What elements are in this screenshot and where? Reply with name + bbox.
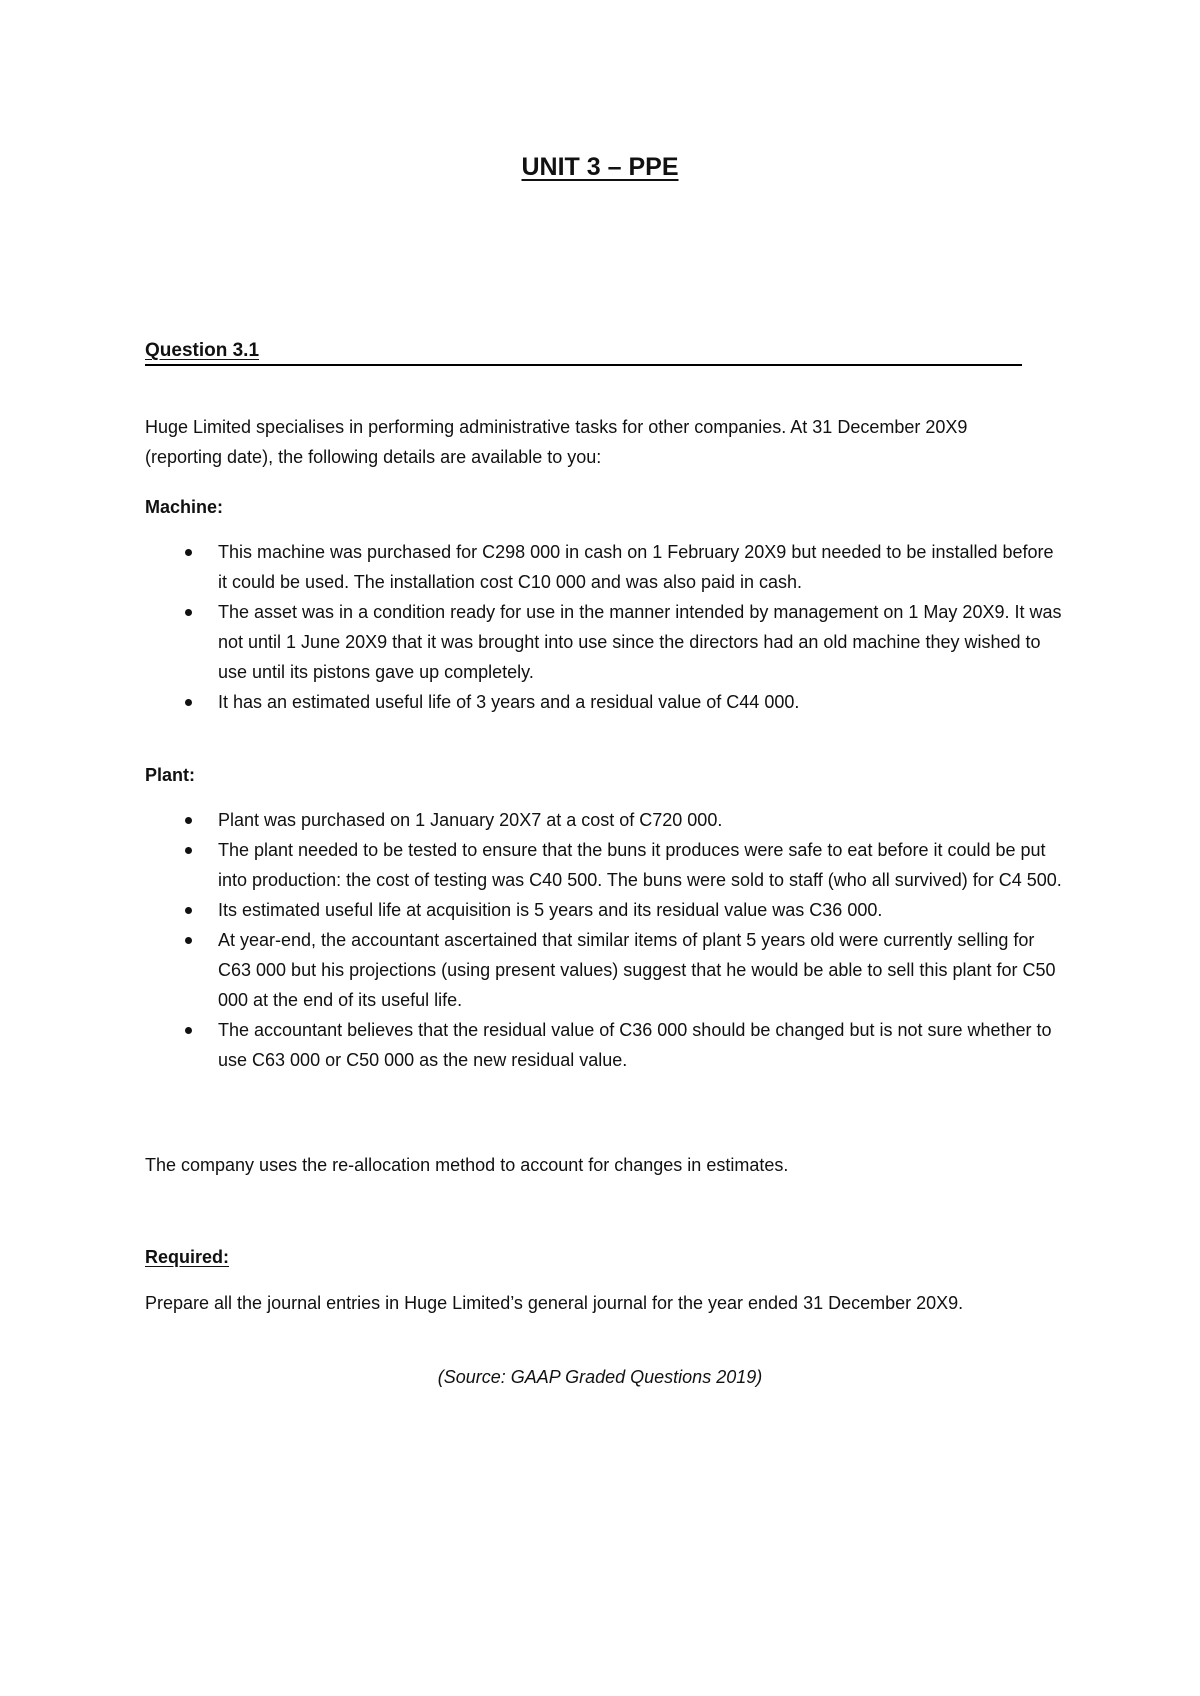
list-item: Its estimated useful life at acquisition is 5 years and its residual value was C36 000. [145,895,1065,925]
bullet-icon [185,609,192,616]
method-note: The company uses the re-allocation method to account for changes in estimates. [145,1155,789,1175]
list-item: The accountant believes that the residual value of C36 000 should be changed but is not sure whether to use C63 000 or C50 000 as the new residual value. [145,1015,1065,1075]
required-text: Prepare all the journal entries in Huge Limited’s general journal for the year ended 31 December 20X9. [145,1293,964,1313]
plant-bullet-list [145,805,1065,1075]
bullet-icon [185,937,192,944]
bullet-icon [185,817,192,824]
list-item: The plant needed to be tested to ensure that the buns it produces were safe to eat before it could be put into production: the cost of testing was C40 500. The buns were sold to staff (who all survived) for C4 500. [145,835,1065,895]
page-title: UNIT 3 – PPE [521,153,679,181]
list-item: At year-end, the accountant ascertained that similar items of plant 5 years old were currently selling for C63 000 but his projections (using present values) suggest that he would be able to sell this plant for C50 000 at the end of its useful life. [145,925,1065,1015]
machine-heading: Machine: [145,497,224,517]
bullet-icon [185,699,192,706]
question-intro: Huge Limited specialises in performing administrative tasks for other companies. At 31 December 20X9 (reporting date), the following details are available to you: [145,417,968,467]
required-heading: Required: [145,1247,230,1267]
list-item: This machine was purchased for C298 000 in cash on 1 February 20X9 but needed to be installed before it could be used. The installation cost C10 000 and was also paid in cash. [145,537,1065,597]
plant-heading: Plant: [145,765,196,785]
list-item: Plant was purchased on 1 January 20X7 at a cost of C720 000. [145,805,1065,835]
list-item: The asset was in a condition ready for use in the manner intended by management on 1 May 20X9. It was not until 1 June 20X9 that it was brought into use since the directors had an old machine they wished to use until its pistons gave up completely. [145,597,1065,687]
bullet-icon [185,1027,192,1034]
question-heading [145,338,1022,366]
list-item: It has an estimated useful life of 3 years and a residual value of C44 000. [145,687,1065,717]
bullet-icon [185,847,192,854]
machine-bullet-list [145,537,1065,717]
bullet-icon [185,907,192,914]
bullet-icon [185,549,192,556]
question-heading-label: Question 3.1 [145,340,260,361]
source-citation: (Source: GAAP Graded Questions 2019) [437,1367,763,1387]
